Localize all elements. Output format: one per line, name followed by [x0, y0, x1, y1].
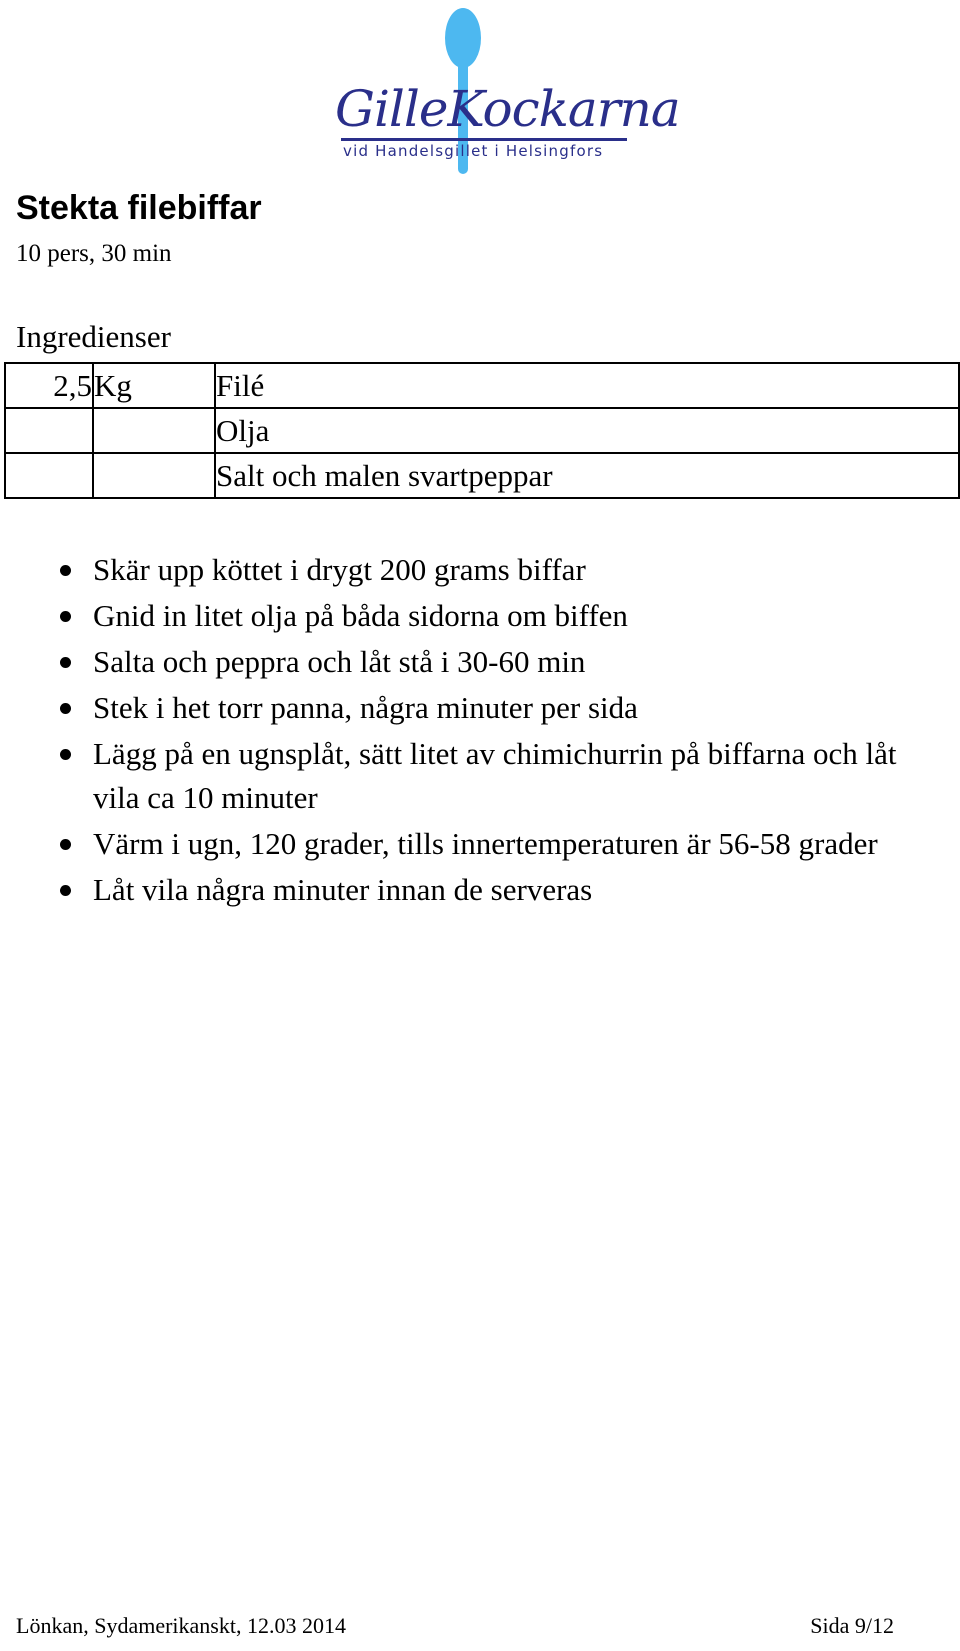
ingredient-name: Olja — [215, 408, 959, 453]
list-item — [0, 594, 920, 638]
step-text: Stek i het torr panna, några minuter per sida — [93, 690, 638, 725]
ingredients-heading: Ingredienser — [16, 319, 171, 354]
bullet-icon — [60, 749, 71, 760]
bullet-icon — [60, 839, 71, 850]
list-item — [0, 868, 920, 912]
step-text: Gnid in litet olja på båda sidorna om biffen — [93, 598, 628, 633]
list-item — [0, 548, 920, 592]
recipe-title: Stekta filebiffar — [16, 189, 262, 227]
step-text: Salta och peppra och låt stå i 30-60 min — [93, 644, 586, 679]
ingredient-name: Filé — [215, 363, 959, 408]
bullet-icon — [60, 611, 71, 622]
step-text: Låt vila några minuter innan de serveras — [93, 872, 593, 907]
footer-left: Lönkan, Sydamerikanskt, 12.03 2014 — [16, 1613, 346, 1638]
ingredient-name: Salt och malen svartpeppar — [215, 453, 959, 498]
bullet-icon — [60, 885, 71, 896]
list-item — [0, 822, 920, 866]
ingredient-unit — [93, 408, 215, 453]
list-item — [0, 732, 920, 820]
bullet-icon — [60, 657, 71, 668]
logo-name: GilleKockarna — [335, 80, 680, 138]
step-text: Lägg på en ugnsplåt, sätt litet av chimichurrin på biffarna och låt vila ca 10 minuter — [93, 736, 897, 815]
recipe-subtitle: 10 pers, 30 min — [16, 240, 172, 267]
page-number: Sida 9/12 — [810, 1613, 894, 1638]
bullet-icon — [60, 703, 71, 714]
table-row — [5, 408, 959, 453]
ingredient-qty: 2,5 — [5, 363, 93, 408]
ingredient-unit — [93, 453, 215, 498]
table-row — [5, 363, 959, 408]
ingredients-table — [4, 362, 960, 499]
ingredient-qty — [5, 408, 93, 453]
ingredient-qty — [5, 453, 93, 498]
step-text: Värm i ugn, 120 grader, tills innertemperaturen är 56-58 grader — [93, 826, 878, 861]
table-row — [5, 453, 959, 498]
list-item — [0, 686, 920, 730]
step-text: Skär upp köttet i drygt 200 grams biffar — [93, 552, 586, 587]
gillekockarna-logo — [335, 4, 680, 184]
instructions-list — [0, 548, 920, 914]
logo-underline — [341, 138, 627, 141]
list-item — [0, 640, 920, 684]
ingredient-unit: Kg — [93, 363, 215, 408]
logo-tagline: vid Handelsgillet i Helsingfors — [343, 142, 604, 160]
bullet-icon — [60, 565, 71, 576]
